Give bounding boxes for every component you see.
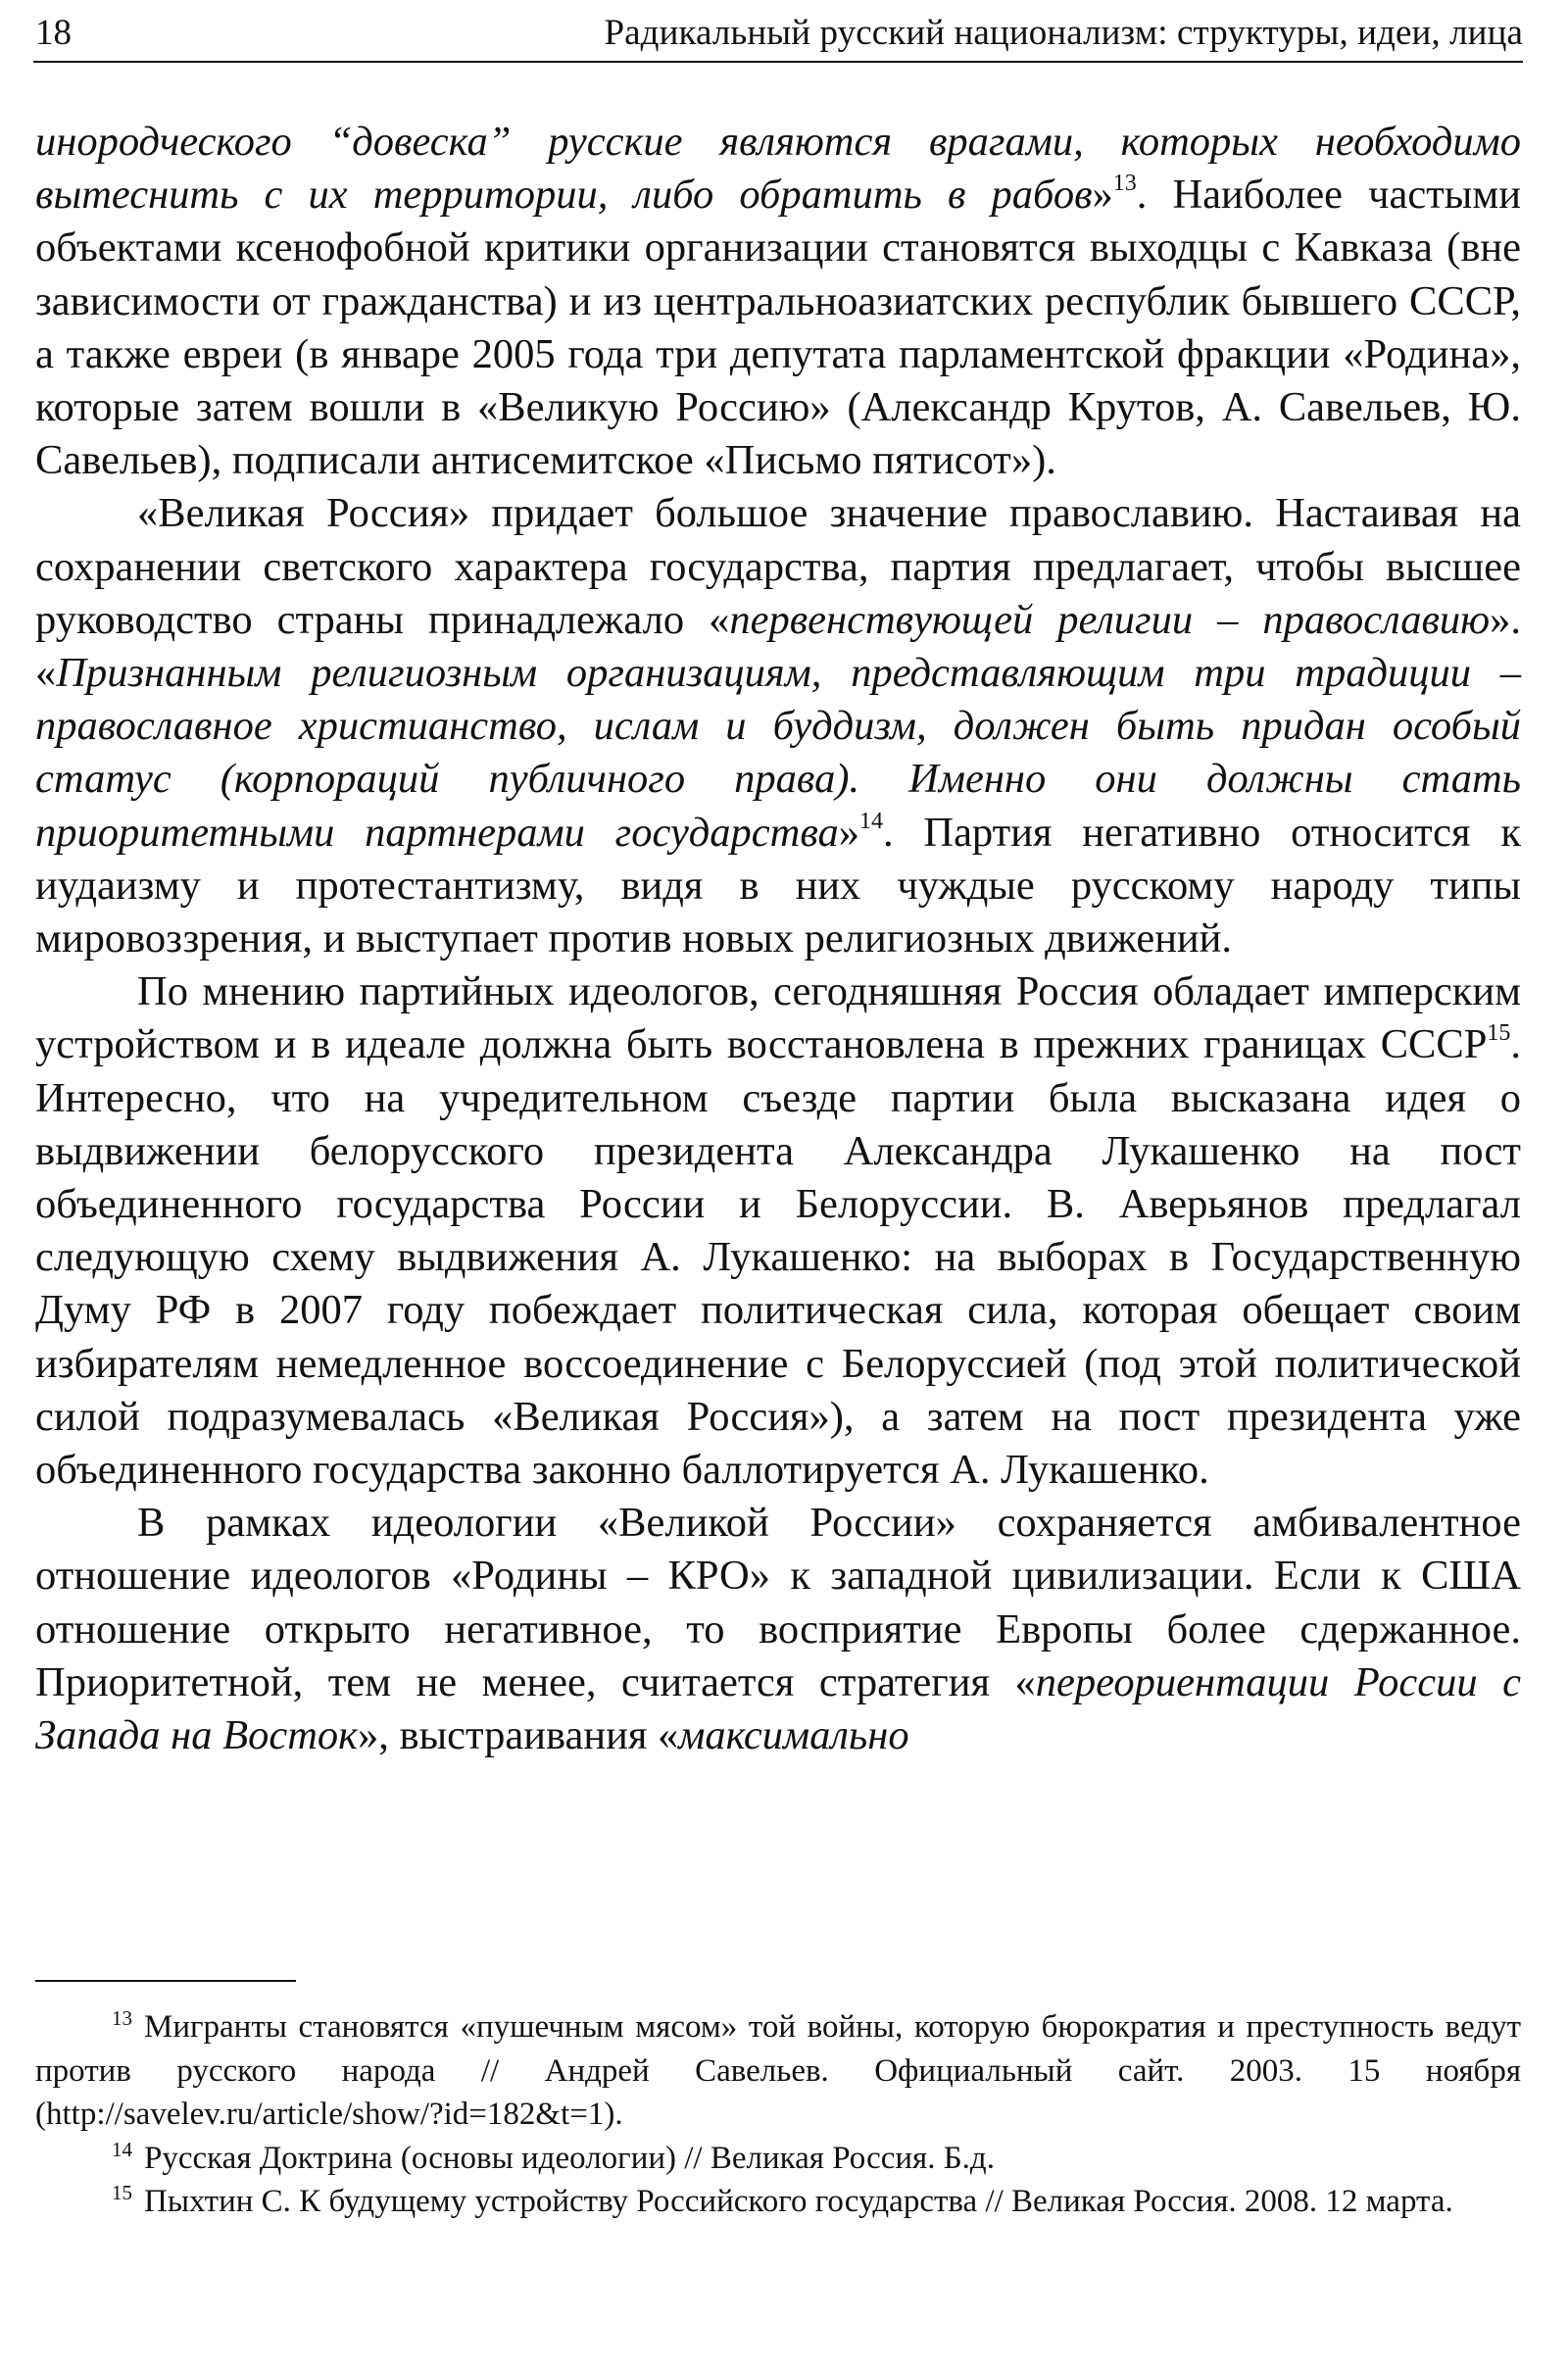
paragraph-text: . Наиболее частыми объектами ксенофобной критики организации становятся выходцы с Кавказа (вне зависимости от гражданства) и из центральноазиатских республик бывшего СССР, а также евреи (в январе 2005 года три депутата парламентской фракции «Родина», которые затем вошли в «Великую Россию» (Александр Крутов, А. Савельев, Ю. Савельев), подписали антисемитское «Письмо пятисот»). (35, 172, 1521, 484)
paragraph-text: . Партия негативно относится к иудаизму и протестантизму, видя в них чуждые русскому народу типы мировоззрения, и выступает против новых религиозных движений. (35, 809, 1521, 963)
paragraph-2 (35, 487, 1521, 965)
paragraph-text: ». « (35, 596, 1521, 697)
footnote-ref-14: 14 (859, 808, 883, 834)
paragraph-3 (35, 965, 1521, 1497)
paragraph-text: «Великая Россия» придает большое значение православию. Настаивая на сохранении светского характера государства, партия предлагает, чтобы высшее руководство страны принадлежало « (35, 490, 1521, 643)
footnote-ref-13: 13 (1112, 171, 1137, 197)
footnote-number: 13 (112, 2006, 132, 2030)
footnote-divider (35, 1980, 296, 1982)
footnotes (35, 2005, 1521, 2224)
quote-close: » (838, 809, 859, 856)
quote-italic: переориентации России с Запада на Восток (35, 1658, 1521, 1759)
footnote-text: Мигранты становятся «пушечным мясом» той войны, которую бюрократия и преступность ведут против русского народа // Андрей Савельев. Официальный сайт. 2003. 15 ноября (http://savelev.ru/article/show/?id=182&t=1). (35, 2009, 1521, 2132)
footnote-ref-15: 15 (1487, 1020, 1511, 1047)
document-page (33, 0, 1523, 2370)
quote-italic: первенствующей религии – православию (729, 596, 1491, 643)
footnote-14 (35, 2137, 1521, 2181)
quote-italic: Признанным религиозным организациям, представляющим три традиции – православное христианство, ислам и буддизм, должен быть придан особый статус (корпораций публичного права). Именно они должны стать приоритетными партнерами государства (35, 650, 1521, 856)
footnote-number: 14 (112, 2137, 132, 2161)
quote-italic: максимально (678, 1712, 909, 1759)
footnote-15 (35, 2180, 1521, 2224)
footnote-text: Пыхтин С. К будущему устройству Российского государства // Великая Россия. 2008. 12 марта. (144, 2184, 1453, 2219)
footnote-13 (35, 2005, 1521, 2137)
quote-close: » (1092, 172, 1113, 219)
page-number: 18 (35, 13, 72, 53)
paragraph-1 (35, 116, 1521, 487)
page-header (33, 8, 1523, 63)
paragraph-text: По мнению партийных идеологов, сегодняшняя Россия обладает имперским устройством и в идеале должна быть восстановлена в прежних границах СССР (35, 968, 1521, 1068)
footnote-text: Русская Доктрина (основы идеологии) // Великая Россия. Б.д. (144, 2140, 995, 2176)
paragraph-text: », выстраивания « (358, 1712, 679, 1759)
paragraph-text: . Интересно, что на учредительном съезде партии была высказана идея о выдвижении белорусского президента Александра Лукашенко на пост объединенного государства России и Белоруссии. В. Аверьянов предлагал следующую схему выдвижения А. Лукашенко: на выборах в Государственную Думу РФ в 2007 году побеждает политическая сила, которая обещает своим избирателям немедленное воссоединение с Белоруссией (под этой политической силой подразумевалась «Великая Россия»), а затем на пост президента уже объединенного государства законно баллотируется А. Лукашенко. (35, 1021, 1521, 1494)
running-title: Радикальный русский национализм: структуры, идеи, лица (604, 13, 1523, 53)
paragraph-text: В рамках идеологии «Великой России» сохраняется амбивалентное отношение идеологов «Родины – КРО» к западной цивилизации. Если к США отношение открыто негативное, то восприятие Европы более сдержанное. Приоритетной, тем не менее, считается стратегия « (35, 1500, 1521, 1705)
body-text (35, 116, 1521, 1762)
paragraph-4 (35, 1497, 1521, 1762)
footnote-number: 15 (112, 2181, 132, 2204)
quote-italic: инородческого “довеска” русские являются врагами, которых необходимо вытеснить с их территории, либо обратить в рабов (35, 119, 1521, 219)
